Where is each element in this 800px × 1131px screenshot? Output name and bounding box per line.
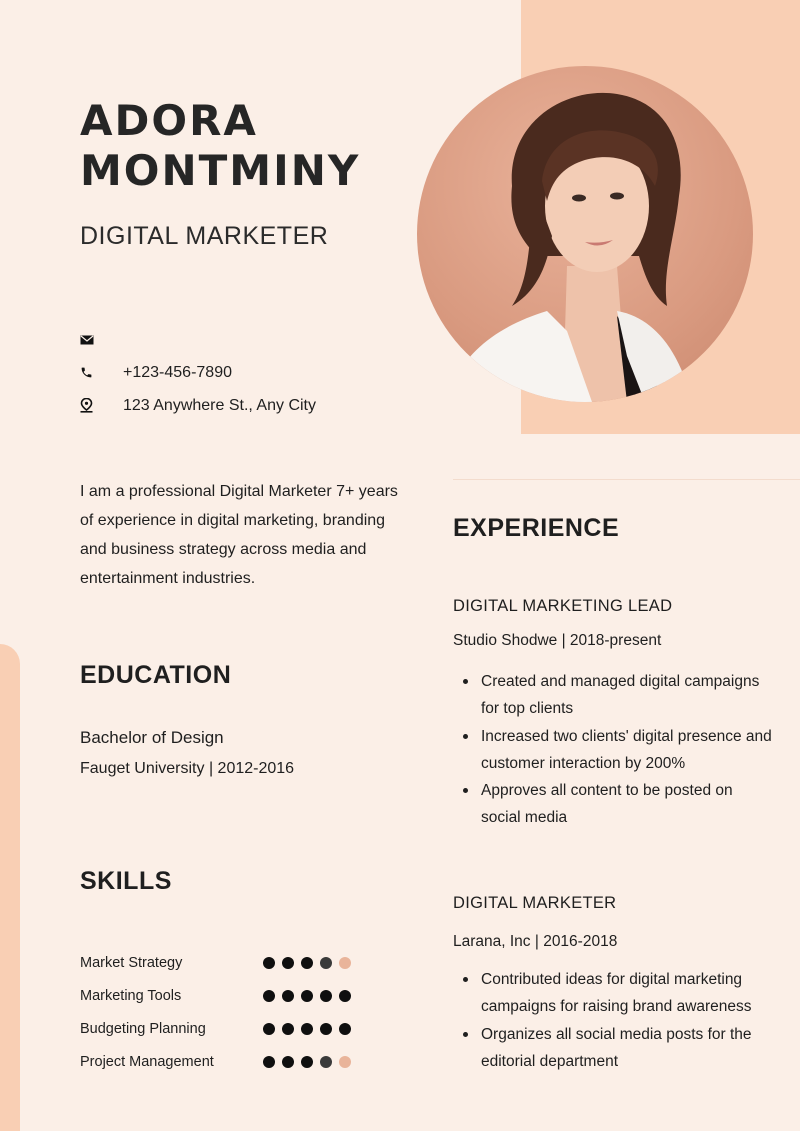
last-name: MONTMINY <box>80 146 361 195</box>
experience-heading: EXPERIENCE <box>453 514 620 542</box>
skill-rating <box>263 957 351 969</box>
skill-name: Market Strategy <box>80 954 183 971</box>
education-degree: Bachelor of Design <box>80 728 224 747</box>
skills-list <box>80 946 360 1078</box>
profile-summary: I am a professional Digital Marketer 7+ years of experience in digital marketing, branding and business strategy across media and entertainment industries. <box>80 483 398 587</box>
skill-rating <box>263 990 351 1002</box>
skill-row <box>80 1045 360 1078</box>
rating-dot-filled <box>263 990 275 1002</box>
rating-dot-filled <box>282 1023 294 1035</box>
job-company: Larana, Inc | 2016-2018 <box>453 933 618 950</box>
list-item: Contributed ideas for digital marketing campaigns for raising brand awareness <box>453 966 773 1021</box>
skill-name: Marketing Tools <box>80 987 182 1004</box>
contact-email-row <box>80 323 316 356</box>
rating-dot-empty <box>339 1056 351 1068</box>
rating-dot-filled <box>301 957 313 969</box>
rating-dot-filled <box>263 1023 275 1035</box>
rating-dot-filled <box>320 957 332 969</box>
education-school: Fauget University | 2012-2016 <box>80 760 295 777</box>
skill-row <box>80 1012 360 1045</box>
profile-photo <box>417 66 753 402</box>
contact-address-row <box>80 389 316 422</box>
skill-name: Budgeting Planning <box>80 1020 206 1037</box>
candidate-name <box>80 96 360 196</box>
rating-dot-filled <box>320 990 332 1002</box>
job-title: DIGITAL MARKETER <box>453 894 617 912</box>
skill-row <box>80 946 360 979</box>
list-item: Increased two clients' digital presence and customer interaction by 200% <box>453 723 773 778</box>
rating-dot-filled <box>282 990 294 1002</box>
email-icon <box>80 331 123 349</box>
rating-dot-filled <box>263 957 275 969</box>
rating-dot-filled <box>301 1056 313 1068</box>
side-accent-strip <box>0 644 20 1131</box>
rating-dot-empty <box>339 957 351 969</box>
job-responsibilities <box>453 668 773 832</box>
contact-address: 123 Anywhere St., Any City <box>123 396 316 414</box>
rating-dot-filled <box>263 1056 275 1068</box>
contact-phone[interactable]: +123-456-7890 <box>123 363 232 381</box>
skills-heading: SKILLS <box>80 867 172 895</box>
list-item: Organizes all social media posts for the editorial department <box>453 1021 773 1076</box>
skill-rating <box>263 1023 351 1035</box>
contact-list <box>80 323 316 422</box>
rating-dot-filled <box>301 1023 313 1035</box>
location-icon <box>80 397 123 415</box>
divider-line <box>453 479 800 480</box>
education-heading: EDUCATION <box>80 661 232 689</box>
rating-dot-filled <box>320 1056 332 1068</box>
first-name: ADORA <box>80 96 258 145</box>
job-title: DIGITAL MARKETING LEAD <box>453 597 673 615</box>
rating-dot-filled <box>282 957 294 969</box>
skill-row <box>80 979 360 1012</box>
job-role: DIGITAL MARKETER <box>80 222 329 250</box>
phone-icon <box>80 364 123 382</box>
rating-dot-filled <box>339 1023 351 1035</box>
list-item: Approves all content to be posted on social media <box>453 777 773 832</box>
skill-rating <box>263 1056 351 1068</box>
skill-name: Project Management <box>80 1053 214 1070</box>
job-company: Studio Shodwe | 2018-present <box>453 632 662 649</box>
list-item: Created and managed digital campaigns for top clients <box>453 668 773 723</box>
rating-dot-filled <box>320 1023 332 1035</box>
rating-dot-filled <box>301 990 313 1002</box>
portrait-illustration <box>417 66 753 402</box>
contact-phone-row <box>80 356 316 389</box>
job-responsibilities <box>453 966 773 1075</box>
rating-dot-filled <box>282 1056 294 1068</box>
rating-dot-filled <box>339 990 351 1002</box>
